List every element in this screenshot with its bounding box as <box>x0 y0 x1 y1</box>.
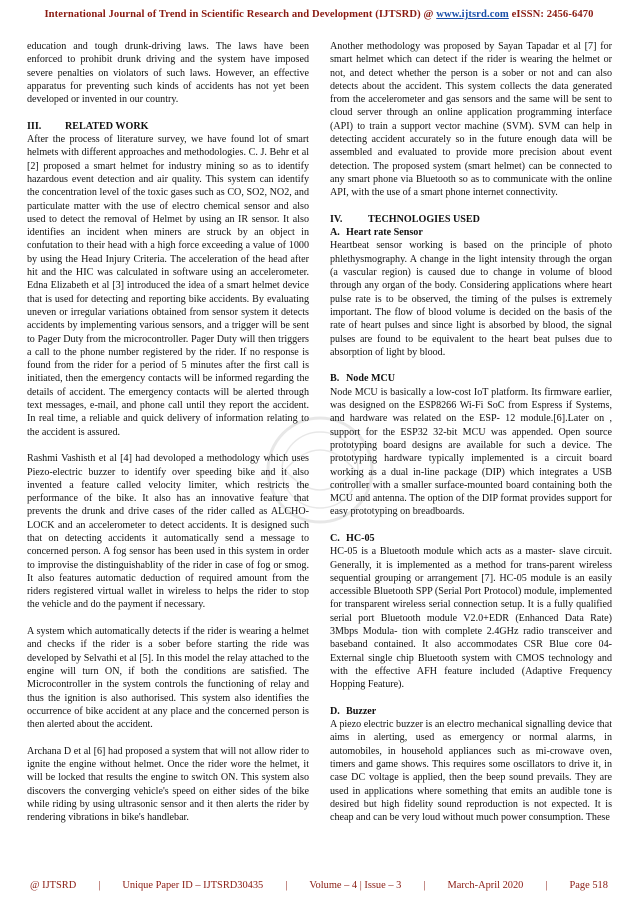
footer-separator: | <box>98 880 101 891</box>
journal-issn: eISSN: 2456-6470 <box>508 9 594 20</box>
page-footer <box>30 880 608 891</box>
subsection-heading <box>330 705 612 718</box>
journal-site-link[interactable]: www.ijtsrd.com <box>436 9 509 20</box>
subsection-number: C. <box>330 532 340 544</box>
paragraph: After the process of literature survey, we have found lot of smart helmets with different approaches and methodologies. C. J. Behr et al [2] proposed a smart helmet for industry mining so as to identify hazardous event detection and air quality. This system can identify the concentration level of the toxic gases such as CO, SO2, NO2, and particulate matter with the use of electro chemical sensor and also used to detect the removal of Helmet by using an IR sensor. It also identifies an incident when miners are struck by an object in confutation to their head with a high force exceeding a value of 1000 by using the Head Injury Criteria. The acceleration of the head after hit and the HIC was calculated in software using an accelerometer. Edna Elizabeth et al [3] introduced the idea of a smart helmet device that is used for detecting and reporting bike accidents. By evaluating uneven or irregular variations obtained from sensor system it detects accidents by implementing various sensors, and a trigger will be sent to Pager Duty from the microcontroller. Pager Duty will then triggers a call to the phone number registered by the rider. If no response is found from the rider for a period of 5 minutes after the first call is initiated, then the emergency contacts will be informed regarding the details of accident. The emergency contacts will be alerted through text messages, e-mail, and phone call until they report the accident. In real time, a reliable and quick delivery of information relating to the accident is assured. <box>27 134 309 438</box>
footer-paper-id: Unique Paper ID – IJTSRD30435 <box>122 880 264 891</box>
section-title: TECHNOLOGIES USED <box>368 213 480 225</box>
journal-header <box>0 9 638 20</box>
paragraph: A piezo electric buzzer is an electro mechanical signalling device that aims in alerting, used as emergency or normal alarms, in automobiles, in household appliances such as mi-crowave oven, timers and game shows. This requires some oscillators to drive it, in case DC voltage is applied, then the beep sound prevails. They are used in applications where something that emits an audible tone is desired but high fidelity sound reproduction is not expected. It is cheap and can be very loud without much power consumption. These <box>330 719 612 824</box>
subsection-title: Heart rate Sensor <box>346 227 423 239</box>
footer-separator: | <box>285 880 288 891</box>
paragraph: Node MCU is basically a low-cost IoT platform. Its firmware earlier, was designed on the ESP8266 Wi-Fi SoC from Espress if Systems, and hardware was related on the ESP- 12 module.[6].Later on , support for the ESP32 32-bit MCU was appended. Open source prototyping board designs are available for such a device. The prototyping hardware typically implemented is a circuit board working as a dual in-line package (DIP) which integrates a USB controller with a smaller surface-mounted board containing both the MCU and antenna. The option of the DIP format provides support for easy prototyping on breadboards. <box>330 386 612 518</box>
subsection-number: B. <box>330 373 340 385</box>
subsection-number: A. <box>330 227 340 239</box>
subsection-number: D. <box>330 705 340 717</box>
paragraph: HC-05 is a Bluetooth module which acts as a master- slave circuit. Generally, it is implemented as a method for trans-parent wireless sequential grouping or arrangement [7]. HC-05 module is an easily accessible Bluetooth SPP (Serial Port Protocol) module, implemented for transparent wireless serial connection setup. It is a fully qualified serial port Bluetooth module V2.0+EDR (Enhanced Data Rate) 3Mbps Modula- tion with complete 2.4GHz radio transceiver and baseband contained. It also accommodates CSR Blue core 04-External single chip Bluetooth system with CMOS technology and with the effective AFH feature included (Adaptive Frequency Hopping Feature). <box>330 546 612 691</box>
paragraph: education and tough drunk-driving laws. The laws have been enforced to prohibit drunk driving and the system have imposed severe penalties on violators of such laws. However, an effective apparatus for preventing such kinds of accidents has not yet been developed or invented in our country. <box>27 41 309 106</box>
paragraph: Archana D et al [6] had proposed a system that will not allow rider to ignite the engine without helmet. Once the rider wore the helmet, it will be locked that results the engine to switch ON. This system also discovers the converging vehicle's speed on either sides of the bike while riding by using ultrasonic sensor and it then alerts the rider by rendering vibrations in bike's handlebar. <box>27 745 309 824</box>
paragraph: Another methodology was proposed by Sayan Tapadar et al [7] for smart helmet which can detect if the rider is wearing the helmet or not, and detect whether the person is a sober or not and can also detects about the accident. This system collects the data generated from the accelerometer and gas sensors and the same will be sent to cloud server through an online application programming interface (API) to train a support vector machine (SVM). SVM can help in detecting accident accurately so in the future enough data will be assembled and evaluated to provide more precision about event detection. The proposed system (smart helmet) can be connected to any smart phone via Bluetooth so as to communicate with the online API, with the use of a smart phone internet connectivity. <box>330 41 612 199</box>
left-column <box>27 40 309 866</box>
section-number: IV. <box>330 213 343 225</box>
paragraph: A system which automatically detects if the rider is wearing a helmet and checks if the rider is a sober before starting the ride was developed by Selvathi et al [5]. In this model the relay attached to the engine will turn ON, if both the conditions are satisfied. The Microcontroller in the system controls the functioning of relay and thus the ignition is also authorised. This system also identifies the occurrence of bike accident at any place and the concerned person is then alerted about the accident. <box>27 626 309 731</box>
footer-journal: @ IJTSRD <box>30 880 77 891</box>
subsection-title: Node MCU <box>346 373 396 385</box>
paragraph: Rashmi Vashisth et al [4] had devoloped a methodology which uses Piezo-electric buzzer to identify over speeding bike and it also invented a feature called velocity limiter, which restricts the performance of the bike. It also has an innovative feature that prevents the drunk and drive cases of the rider called as ALCHO-LOCK and an accelerometer to detect accidents. It is designed such that on detecting accidents it automatically send a message to concerned person. A fog sensor has been used in this system in order to improvise the distinguishablity of the rider in case of fog or smog. It also features automatic deduction of required amount from the riders registered virtual wallet in wireless to helps the rider to stop the vehicle and do the payment if necessary. <box>27 453 309 611</box>
subsection-heading <box>330 532 612 545</box>
footer-separator: | <box>423 880 426 891</box>
subsection-heading <box>330 226 612 239</box>
section-heading <box>330 213 612 226</box>
footer-volume: Volume – 4 | Issue – 3 <box>309 880 402 891</box>
footer-date: March-April 2020 <box>447 880 524 891</box>
section-heading <box>27 120 309 133</box>
journal-name: International Journal of Trend in Scientific Research and Development (IJTSRD) @ <box>44 9 437 20</box>
footer-page-number: Page 518 <box>569 880 608 891</box>
section-number: III. <box>27 120 42 132</box>
subsection-heading <box>330 372 612 385</box>
footer-separator: | <box>545 880 548 891</box>
subsection-title: HC-05 <box>346 532 375 544</box>
right-column <box>330 40 612 866</box>
section-title: RELATED WORK <box>65 120 149 132</box>
paragraph: Heartbeat sensor working is based on the principle of photo phlethysmography. A change in the light intensity through the organ (a vascular region) is caused due to change in volume of blood through any organ of the body. Considering applications where heart pulse rate is to be observed, the timing of the pulses is extremely important. The flow of blood volume is decided on the basis of the rate of heart pulses and since light is absorbed by blood, the signal pulses are found to be equivalent to the heart beat pulses due to absorption of light by blood. <box>330 240 612 358</box>
subsection-title: Buzzer <box>346 705 377 717</box>
